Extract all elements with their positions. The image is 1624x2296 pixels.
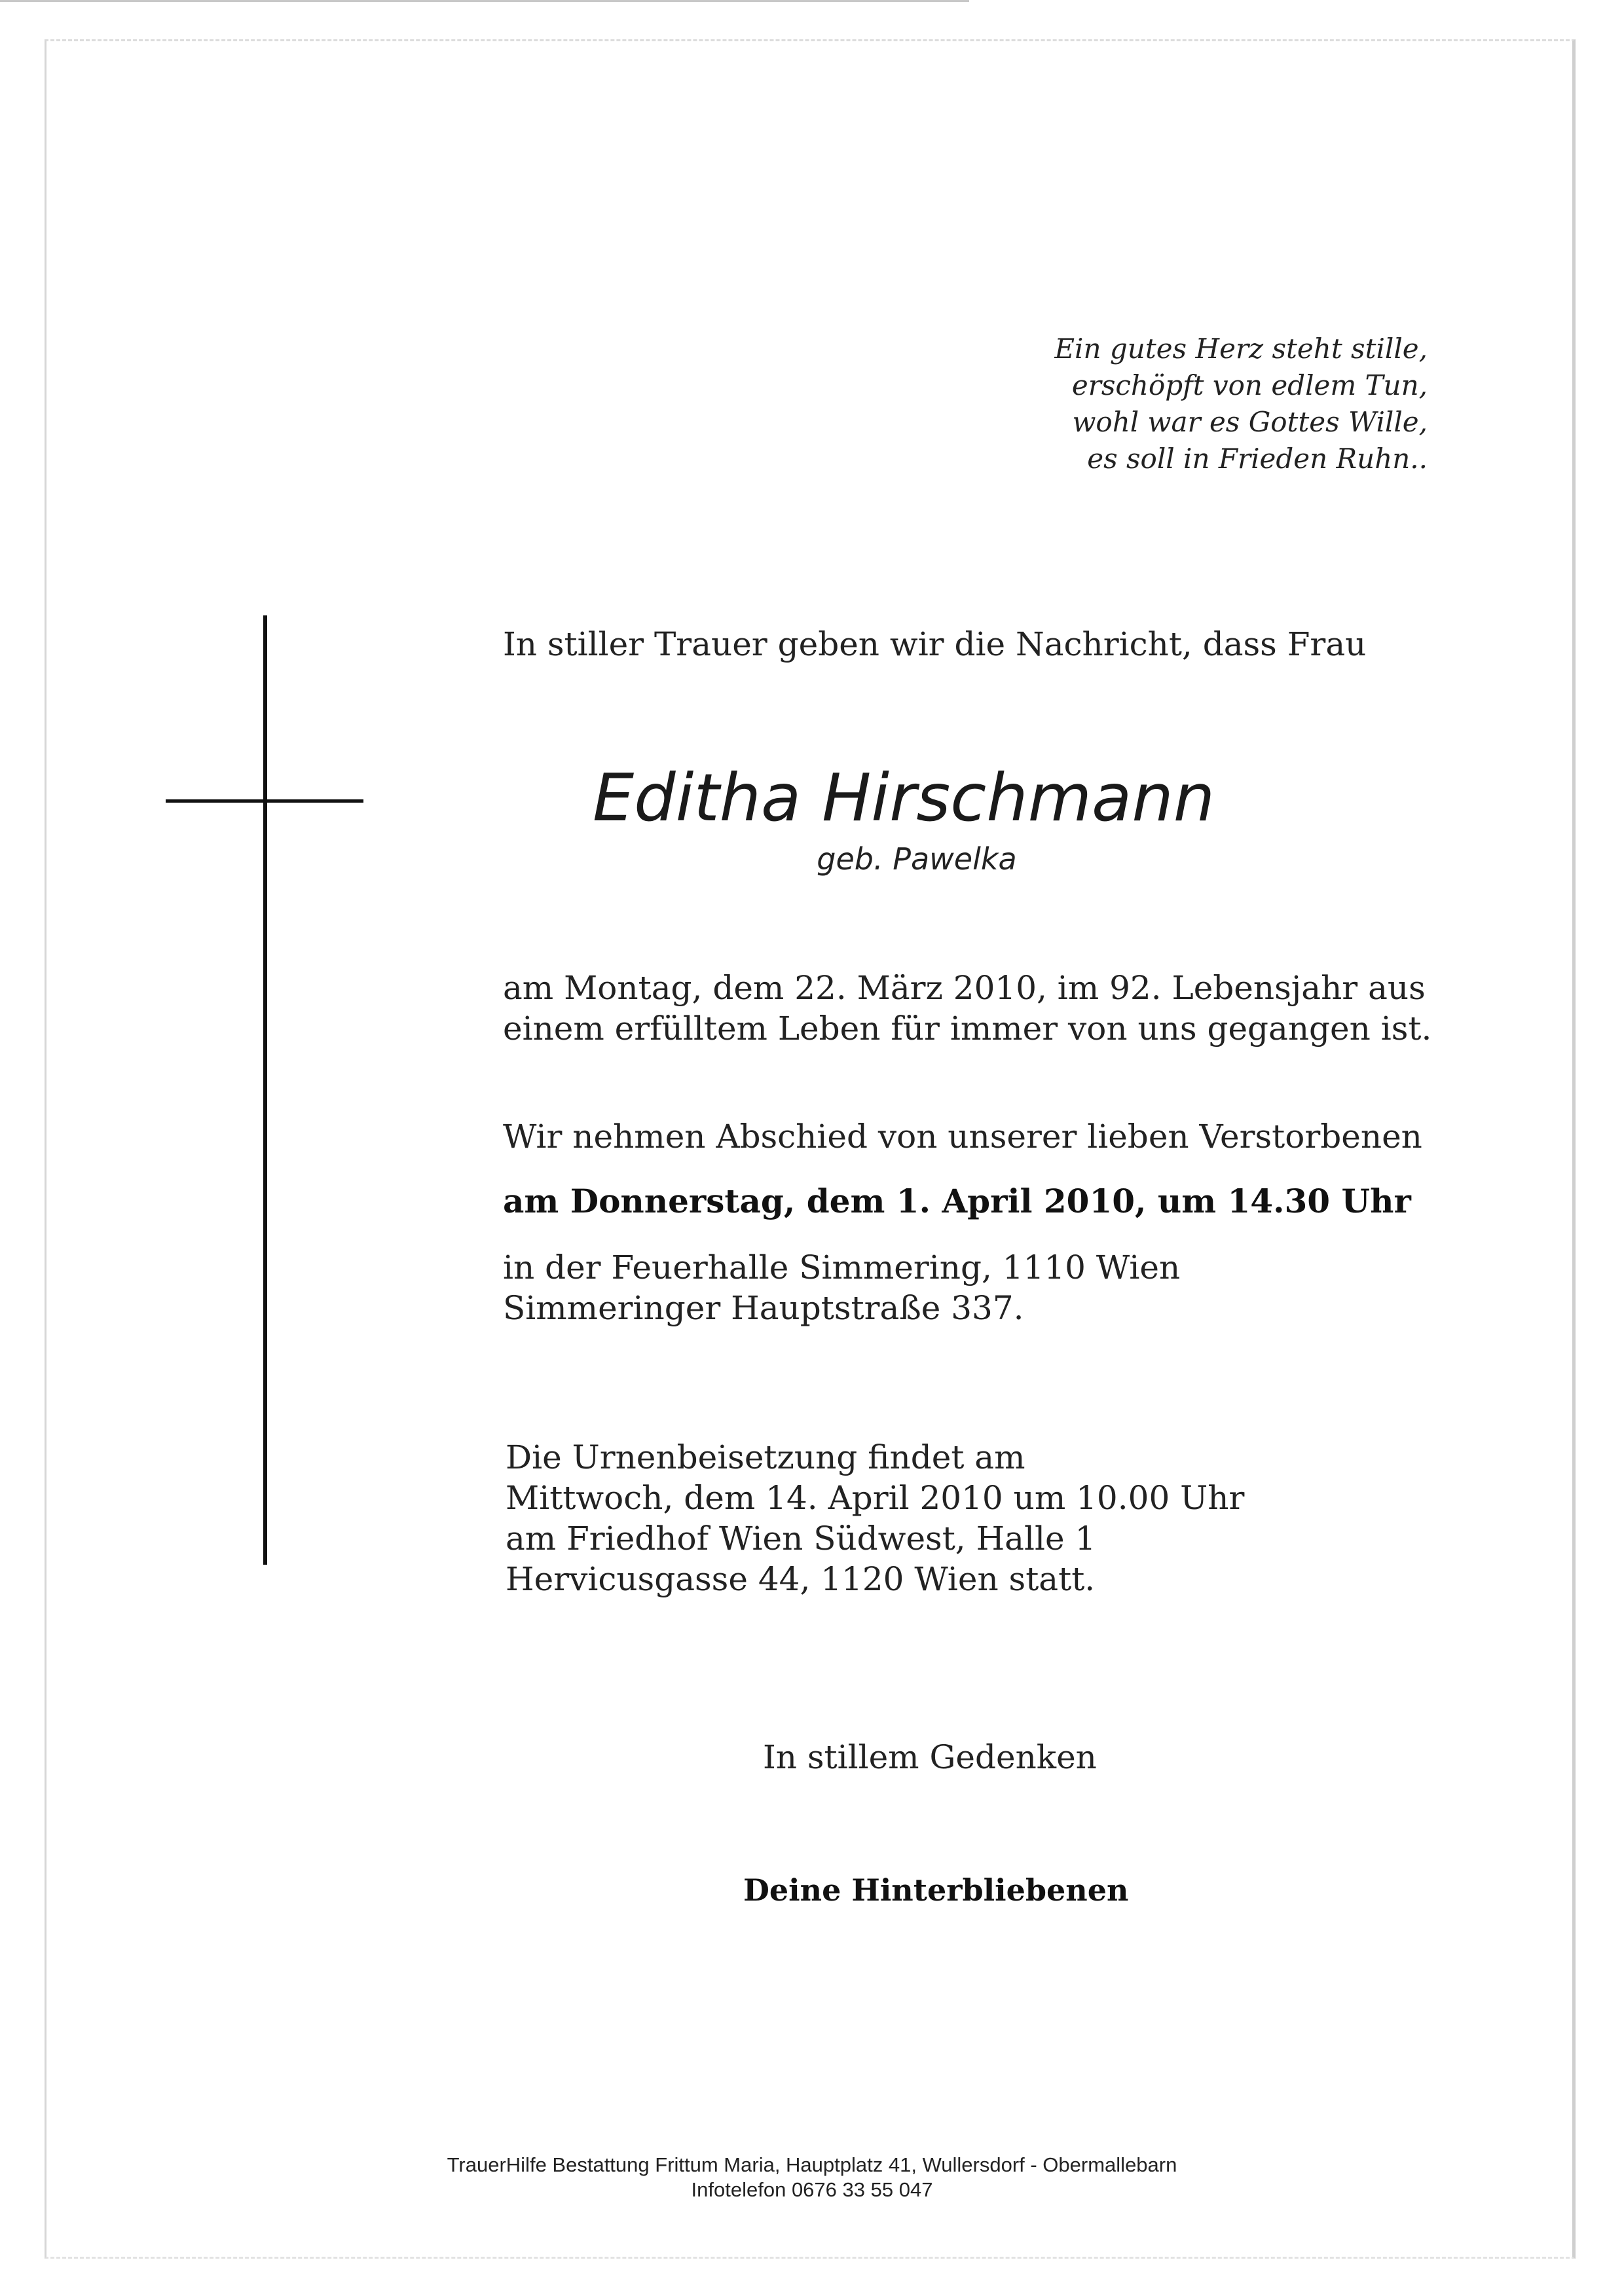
urn-line: Mittwoch, dem 14. April 2010 um 10.00 Uhr — [506, 1479, 1245, 1517]
cross-icon-horizontal — [166, 799, 363, 803]
verse — [1054, 331, 1428, 477]
footer — [0, 2153, 1624, 2202]
urn-line: Die Urnenbeisetzung findet am — [506, 1438, 1025, 1476]
maiden-name: geb. Pawelka — [817, 841, 1017, 877]
venue-line: Simmeringer Hauptstraße 337. — [503, 1289, 1024, 1327]
memory-line: In stillem Gedenken — [763, 1738, 1097, 1776]
scan-top-rule — [0, 0, 969, 2]
verse-line: wohl war es Gottes Wille, — [1072, 406, 1428, 438]
deceased-name: Editha Hirschmann — [593, 759, 1215, 836]
signoff: Deine Hinterbliebenen — [743, 1872, 1129, 1908]
announcement-intro: In stiller Trauer geben wir die Nachricht, dass Frau — [503, 625, 1367, 663]
farewell-venue — [503, 1247, 1180, 1328]
death-notice — [503, 968, 1431, 1049]
venue-line: in der Feuerhalle Simmering, 1110 Wien — [503, 1248, 1181, 1286]
undertaker-info: TrauerHilfe Bestattung Frittum Maria, Hauptplatz 41, Wullersdorf - Obermallebarn — [447, 2153, 1177, 2176]
urn-line: Hervicusgasse 44, 1120 Wien statt. — [506, 1560, 1096, 1598]
cross-icon-vertical — [263, 615, 267, 1565]
verse-line: erschöpft von edlem Tun, — [1071, 369, 1428, 401]
verse-line: Ein gutes Herz steht stille, — [1054, 333, 1428, 365]
death-line: am Montag, dem 22. März 2010, im 92. Lebensjahr aus — [503, 969, 1426, 1007]
farewell-date: am Donnerstag, dem 1. April 2010, um 14.30 Uhr — [503, 1182, 1411, 1220]
urn-burial — [506, 1437, 1244, 1599]
urn-line: am Friedhof Wien Südwest, Halle 1 — [506, 1520, 1096, 1558]
farewell-intro — [503, 1116, 1422, 1157]
farewell-text: Wir nehmen Abschied von unserer lieben Verstorbenen — [503, 1118, 1422, 1156]
verse-line: es soll in Frieden Ruhn.. — [1087, 443, 1428, 475]
death-line: einem erfülltem Leben für immer von uns gegangen ist. — [503, 1010, 1432, 1048]
phone-info: Infotelefon 0676 33 55 047 — [691, 2178, 933, 2201]
